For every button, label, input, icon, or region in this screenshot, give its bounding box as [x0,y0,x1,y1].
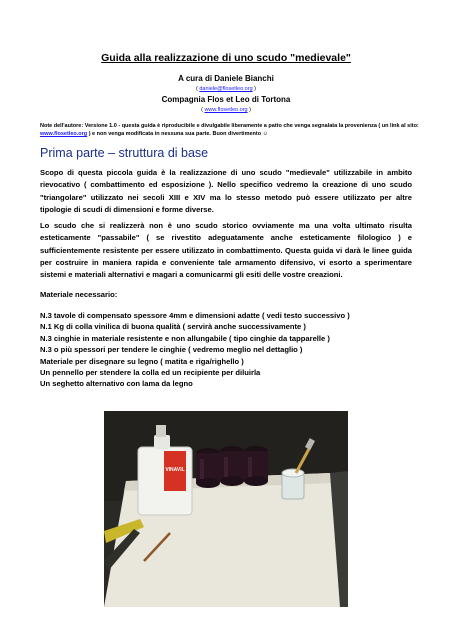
author-line: A cura di Daniele Bianchi [178,74,274,83]
web-open-paren: ( [201,107,205,113]
list-item: N.3 cinghie in materiale resistente e non allungabile ( tipo cinghie da tapparelle ) [40,333,330,343]
materials-list [40,310,420,390]
materials-photo [104,411,348,607]
materials-photo-illustration [104,411,348,607]
paragraph-description: Lo scudo che si realizzerà non è uno scudo storico ovviamente ma una volta ultimato risulta esteticamente "passabile" ( se rivestito adeguatamente anche esteticamente filologico ) e sufficientemente resistente per essere utilizzato in combattimento. Questa guida vi darà le linee guida per costruire in maniera rapida e conveniente tale armamento difensivo, vi esorto a sperimentare sistemi e materiali alternativi e magari a comunicarmi gli esiti delle vostre creazioni. [40,221,412,280]
author-note-link[interactable]: www.flosetleo.org [40,131,88,137]
author-email-line [0,86,452,92]
company-name: Compagnia Flos et Leo di Tortona [161,95,291,104]
email-close-paren: ) [252,86,257,92]
company-website-line [0,107,452,113]
author-email-link[interactable]: daniele@flosetleo.org [199,86,253,92]
section-heading: Prima parte – struttura di base [40,146,209,160]
email-open-paren: ( [195,86,200,92]
glue-bottle-label: VINAVIL [165,467,185,473]
list-item: Un pennello per stendere la colla ed un recipiente per diluirla [40,368,261,378]
list-item: N.3 tavole di compensato spessore 4mm e dimensioni adatte ( vedi testo successivo ) [40,311,350,320]
company-website-link[interactable]: www.flosetleo.org [204,107,248,113]
document-title: Guida alla realizzazione di uno scudo "medievale" [101,52,351,64]
paragraph-purpose: Scopo di questa piccola guida è la realizzazione di uno scudo "medievale" utilizzabile in ambito rievocativo ( combattimento ed esposizione ). Nello specifico vedremo la creazione di uno scudo "triangolare" utilizzato nei secoli XIII e XIV ma lo stesso metodo può essere utilizzato per altre tipologie di scudi di dimensioni e forme diverse. [40,168,412,214]
web-close-paren: ) [247,107,251,113]
materials-label: Materiale necessario: [40,290,118,299]
author-note-text-2: ) e non venga modificata in nessuna sua parte. Buon divertimento ☺ [87,131,269,137]
author-note [40,122,420,138]
list-item: N.3 o più spessori per tendere le cinghie ( vedremo meglio nel dettaglio ) [40,345,303,355]
list-item: Materiale per disegnare su legno ( matita e riga/righello ) [40,356,244,366]
list-item: Un seghetto alternativo con lama da legno [40,379,193,389]
author-note-text-1: Note dell'autore: Versione 1.0 - questa guida è riproducibile e divulgabile liberamente a patto che venga segnalata la provenienza ( un link al sito: [40,123,419,129]
list-item: N.1 Kg di colla vinilica di buona qualità ( servirà anche successivamente ) [40,322,306,332]
strap-rolls-icon [196,446,268,488]
